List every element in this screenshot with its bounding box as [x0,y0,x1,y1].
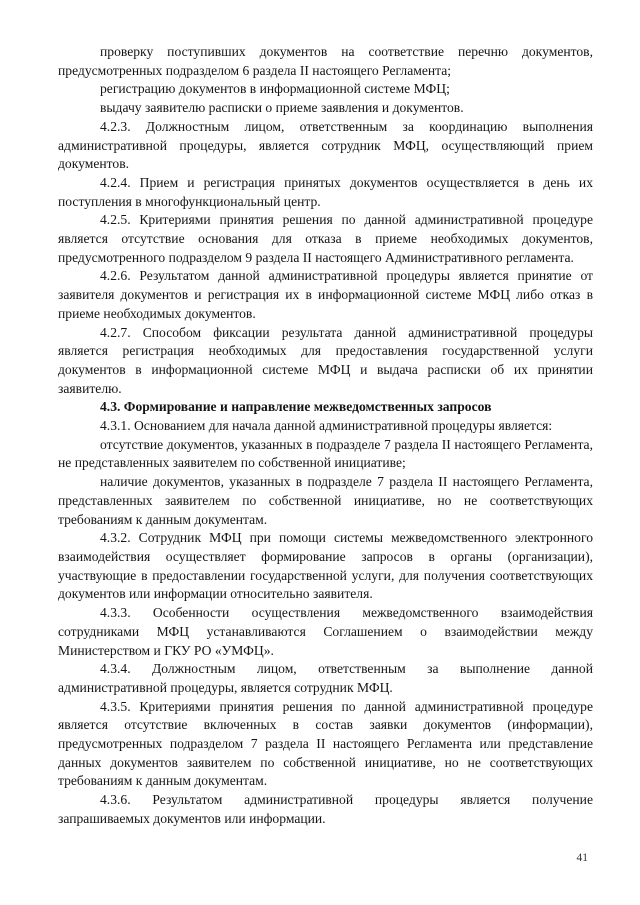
paragraph-registration: регистрацию документов в информационной системе МФЦ; [100,81,450,97]
paragraph-4-2-4: 4.2.4. Прием и регистрация принятых документов осуществляется в день их поступления в многофункциональный центр. [58,174,593,209]
paragraph-presence-documents: наличие документов, указанных в подразделе 7 раздела II настоящего Регламента, представленных заявителем по собственной инициативе, но не соответствующих требованиям к данным документам. [58,474,593,527]
paragraph-4-3-4: 4.3.4. Должностным лицом, ответственным за выполнение данной административной процедуры, является сотрудник МФЦ. [58,661,593,695]
document-body [58,43,593,829]
paragraph-4-2-3: 4.2.3. Должностным лицом, ответственным за координацию выполнения административной процедуры, является сотрудник МФЦ, осуществляющий прием документов. [58,118,593,172]
section-heading-4-3: 4.3. Формирование и направление межведомственных запросов [100,399,492,415]
paragraph-receipt: выдачу заявителю расписки о приеме заявления и документов. [100,100,464,116]
paragraph-absence-documents: отсутствие документов, указанных в подразделе 7 раздела II настоящего Регламента, не представленных заявителем по собственной инициативе; [58,436,593,471]
paragraph-4-3-2: 4.3.2. Сотрудник МФЦ при помощи системы межведомственного электронного взаимодействия осуществляет формирование запросов в органы (организации), участвующие в предоставлении государственной услуги, для получения соответствующих документов или информации относительно заявителя. [58,530,593,602]
paragraph-4-3-5: 4.3.5. Критериями принятия решения по данной административной процедуре является отсутствие включенных в состав заявки документов (информации), предусмотренных подразделом 7 раздела II настоящего Регламента или представление данных документов заявителем по собственной инициативе, но не соответствующих требованиям к данным документам. [58,698,593,789]
paragraph-4-3-1: 4.3.1. Основанием для начала данной административной процедуры является: [100,418,553,434]
paragraph-4-2-6: 4.2.6. Результатом данной административной процедуры является принятие от заявителя документов и регистрация их в информационной системе МФЦ либо отказ в приеме необходимых документов. [58,268,593,321]
paragraph-4-3-3: 4.3.3. Особенности осуществления межведомственного взаимодействия сотрудниками МФЦ устанавливаются Соглашением о взаимодействии между Министерством и ГКУ РО «УМФЦ». [58,605,593,658]
page-number: 41 [576,852,588,864]
paragraph-check-documents: проверку поступивших документов на соответствие перечню документов, предусмотренных подразделом 6 раздела II настоящего Регламента; [58,44,593,78]
paragraph-4-3-6: 4.3.6. Результатом административной процедуры является получение запрашиваемых документов или информации. [58,792,593,826]
paragraph-4-2-5: 4.2.5. Критериями принятия решения по данной административной процедуре является отсутствие основания для отказа в приеме необходимых документов, предусмотренного подразделом 9 раздела II настоящего Административного регламента. [58,212,593,265]
paragraph-4-2-7: 4.2.7. Способом фиксации результата данной административной процедуры является регистрация необходимых для предоставления государственной услуги документов в информационной системе МФЦ и выдача расписки об их принятии заявителю. [58,324,593,396]
